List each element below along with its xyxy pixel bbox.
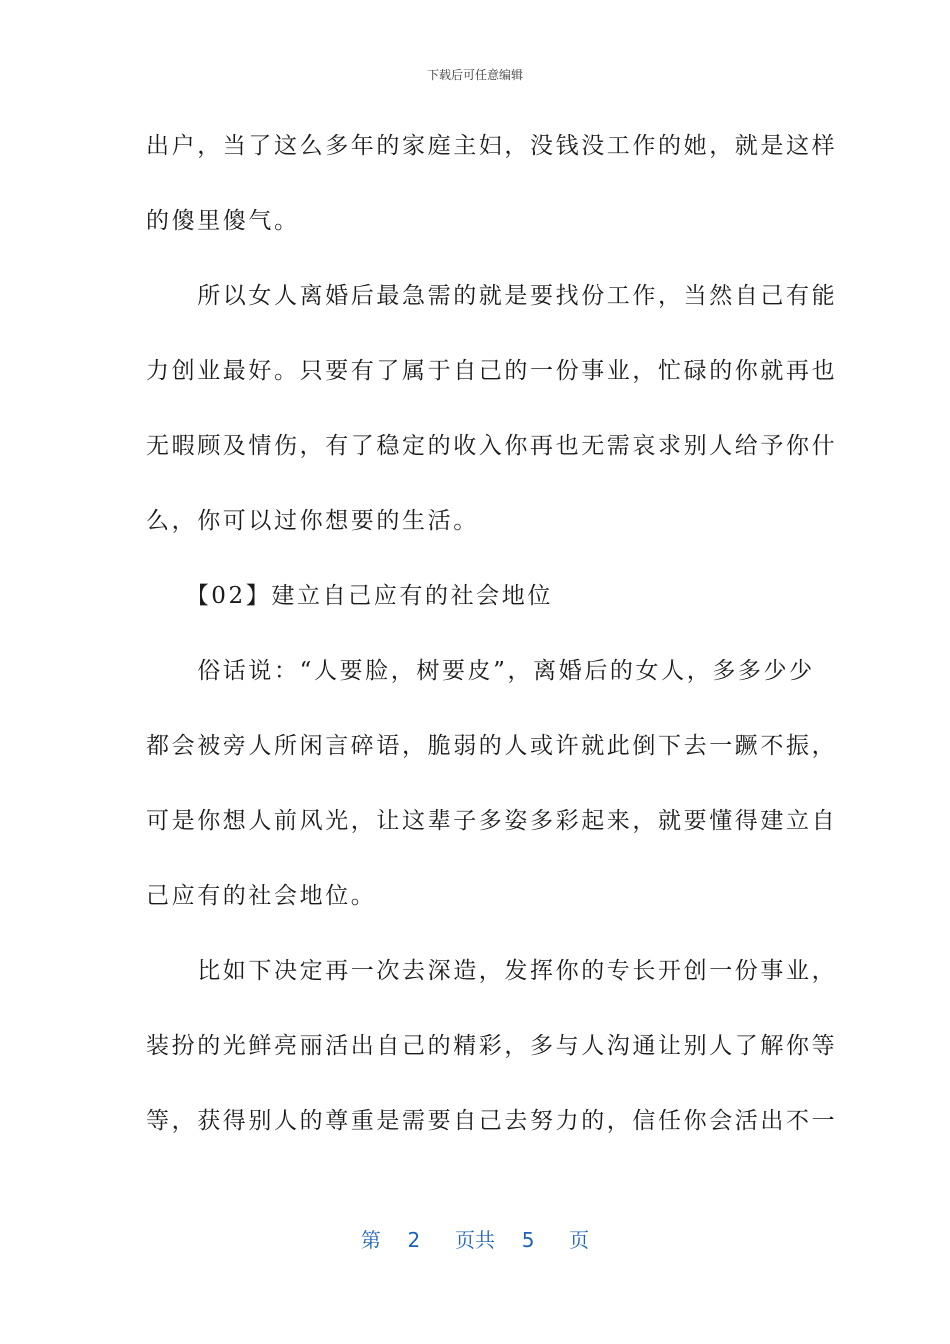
text-line: 无暇顾及情伤，有了稳定的收入你再也无需哀求别人给予你什 (146, 433, 838, 459)
text-line: 都会被旁人所闲言碎语，脆弱的人或许就此倒下去一蹶不振， (146, 733, 838, 759)
text-line: 出户，当了这么多年的家庭主妇，没钱没工作的她，就是这样 (146, 133, 838, 159)
current-page-number: 2 (407, 1228, 421, 1252)
text-line: 装扮的光鲜亮丽活出自己的精彩，多与人沟通让别人了解你等 (146, 1033, 838, 1059)
text-line: 所以女人离婚后最急需的就是要找份工作，当然自己有能 (146, 283, 838, 309)
total-pages-number: 5 (521, 1228, 535, 1252)
text-line: 俗话说：“人要脸，树要皮”，离婚后的女人，多多少少 (146, 658, 815, 684)
text-line: 等，获得别人的尊重是需要自己去努力的，信任你会活出不一 (146, 1108, 838, 1134)
text-line: 力创业最好。只要有了属于自己的一份事业，忙碌的你就再也 (146, 358, 838, 384)
text-line: 么，你可以过你想要的生活。 (146, 508, 479, 534)
text-line: 己应有的社会地位。 (146, 883, 377, 909)
footer-middle: 页共 (455, 1228, 495, 1252)
footer-prefix: 第 (360, 1228, 381, 1252)
page-header: 下载后可任意编辑 (426, 68, 523, 82)
text-line: 的傻里傻气。 (146, 208, 300, 234)
page-footer (0, 1224, 950, 1253)
text-line: 可是你想人前风光，让这辈子多姿多彩起来，就要懂得建立自 (146, 808, 838, 834)
footer-suffix: 页 (569, 1228, 590, 1252)
document-body (146, 118, 838, 1168)
section-heading: 【02】建立自己应有的社会地位 (146, 583, 553, 609)
text-line: 比如下决定再一次去深造，发挥你的专长开创一份事业， (146, 958, 838, 984)
